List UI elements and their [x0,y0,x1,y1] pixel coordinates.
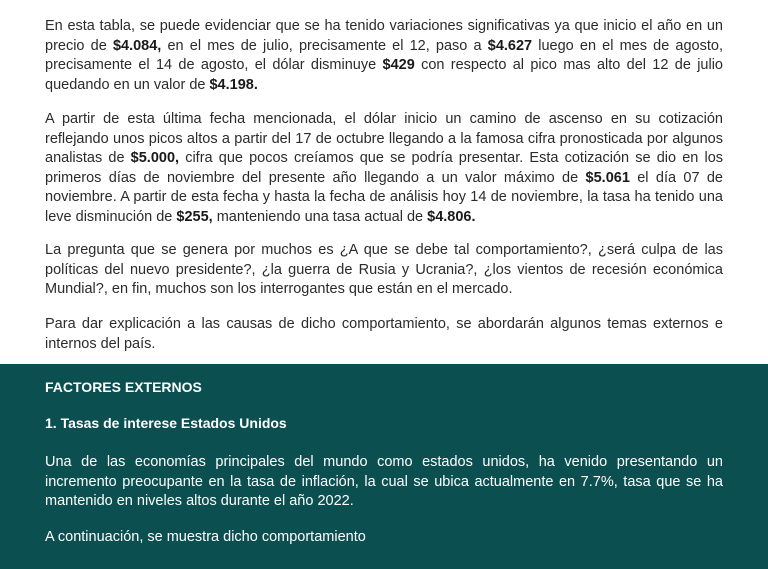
highlighted-value: $4.806. [427,208,476,225]
external-factors-section [0,364,768,569]
highlighted-value: $4.198. [209,76,258,93]
highlighted-value: $4.627 [487,37,533,54]
text-segment: el día 07 de noviembre. A partir de esta fecha y hasta la fecha de análisis hoy 14 de noviembre, la tasa ha tenido una leve disminución de [45,169,723,225]
paragraph-1 [45,17,723,95]
highlighted-value: $4.084, [112,37,162,54]
highlighted-value: $255, [176,208,213,225]
text-segment: luego en el mes de agosto, precisamente el 14 de agosto, el dólar disminuye [45,37,723,73]
highlighted-value: $429 [382,57,415,73]
text-segment: cifra que pocos creíamos que se podría presentar. Esta cotización se dio en los primeros días de noviembre del presente año llegando a un valor máximo de [45,150,724,186]
paragraph-4: Para dar explicación a las causas de dicho comportamiento, se abordarán algunos temas externos e internos del país. [45,316,723,352]
highlighted-value: $5.000, [130,150,180,166]
text-segment: manteniendo una tasa actual de [212,208,428,225]
highlighted-value: $5.061 [585,169,630,186]
text-segment: en el mes de julio, precisamente el 12, paso a [161,37,488,54]
text-segment: En esta tabla, se puede evidenciar que se ha tenido variaciones significativas ya que inicio el año en un precio de [45,18,723,54]
section-title: FACTORES EXTERNOS [45,379,202,395]
section-paragraph-1: Una de las economías principales del mundo como estados unidos, ha venido presentando un incremento preocupante en la tasa de inflación, la cual se ubica actualmente en 7.7%, tasa que se ha mantenido en niveles altos durante el año 2022. [45,454,723,509]
section-paragraph-2: A continuación, se muestra dicho comportamiento [45,529,366,545]
text-segment: con respecto al pico mas alto del 12 de julio quedando en un valor de [45,57,723,93]
section-subtitle: 1. Tasas de interese Estados Unidos [45,415,287,431]
paragraph-2 [45,110,723,227]
text-segment: A partir de esta última fecha mencionada, el dólar inicio un camino de ascenso en su cotización reflejando unos picos altos a partir del 17 de octubre llegando a la famosa cifra pronosticada por algunos analistas de [45,111,723,166]
paragraph-3: La pregunta que se genera por muchos es ¿A que se debe tal comportamiento?, ¿será culpa de las políticas del nuevo presidente?, ¿la guerra de Rusia y Ucrania?, ¿los vientos de recesión económica Mundial?, en fin, muchos son los interrogantes que están en el mercado. [45,242,723,297]
